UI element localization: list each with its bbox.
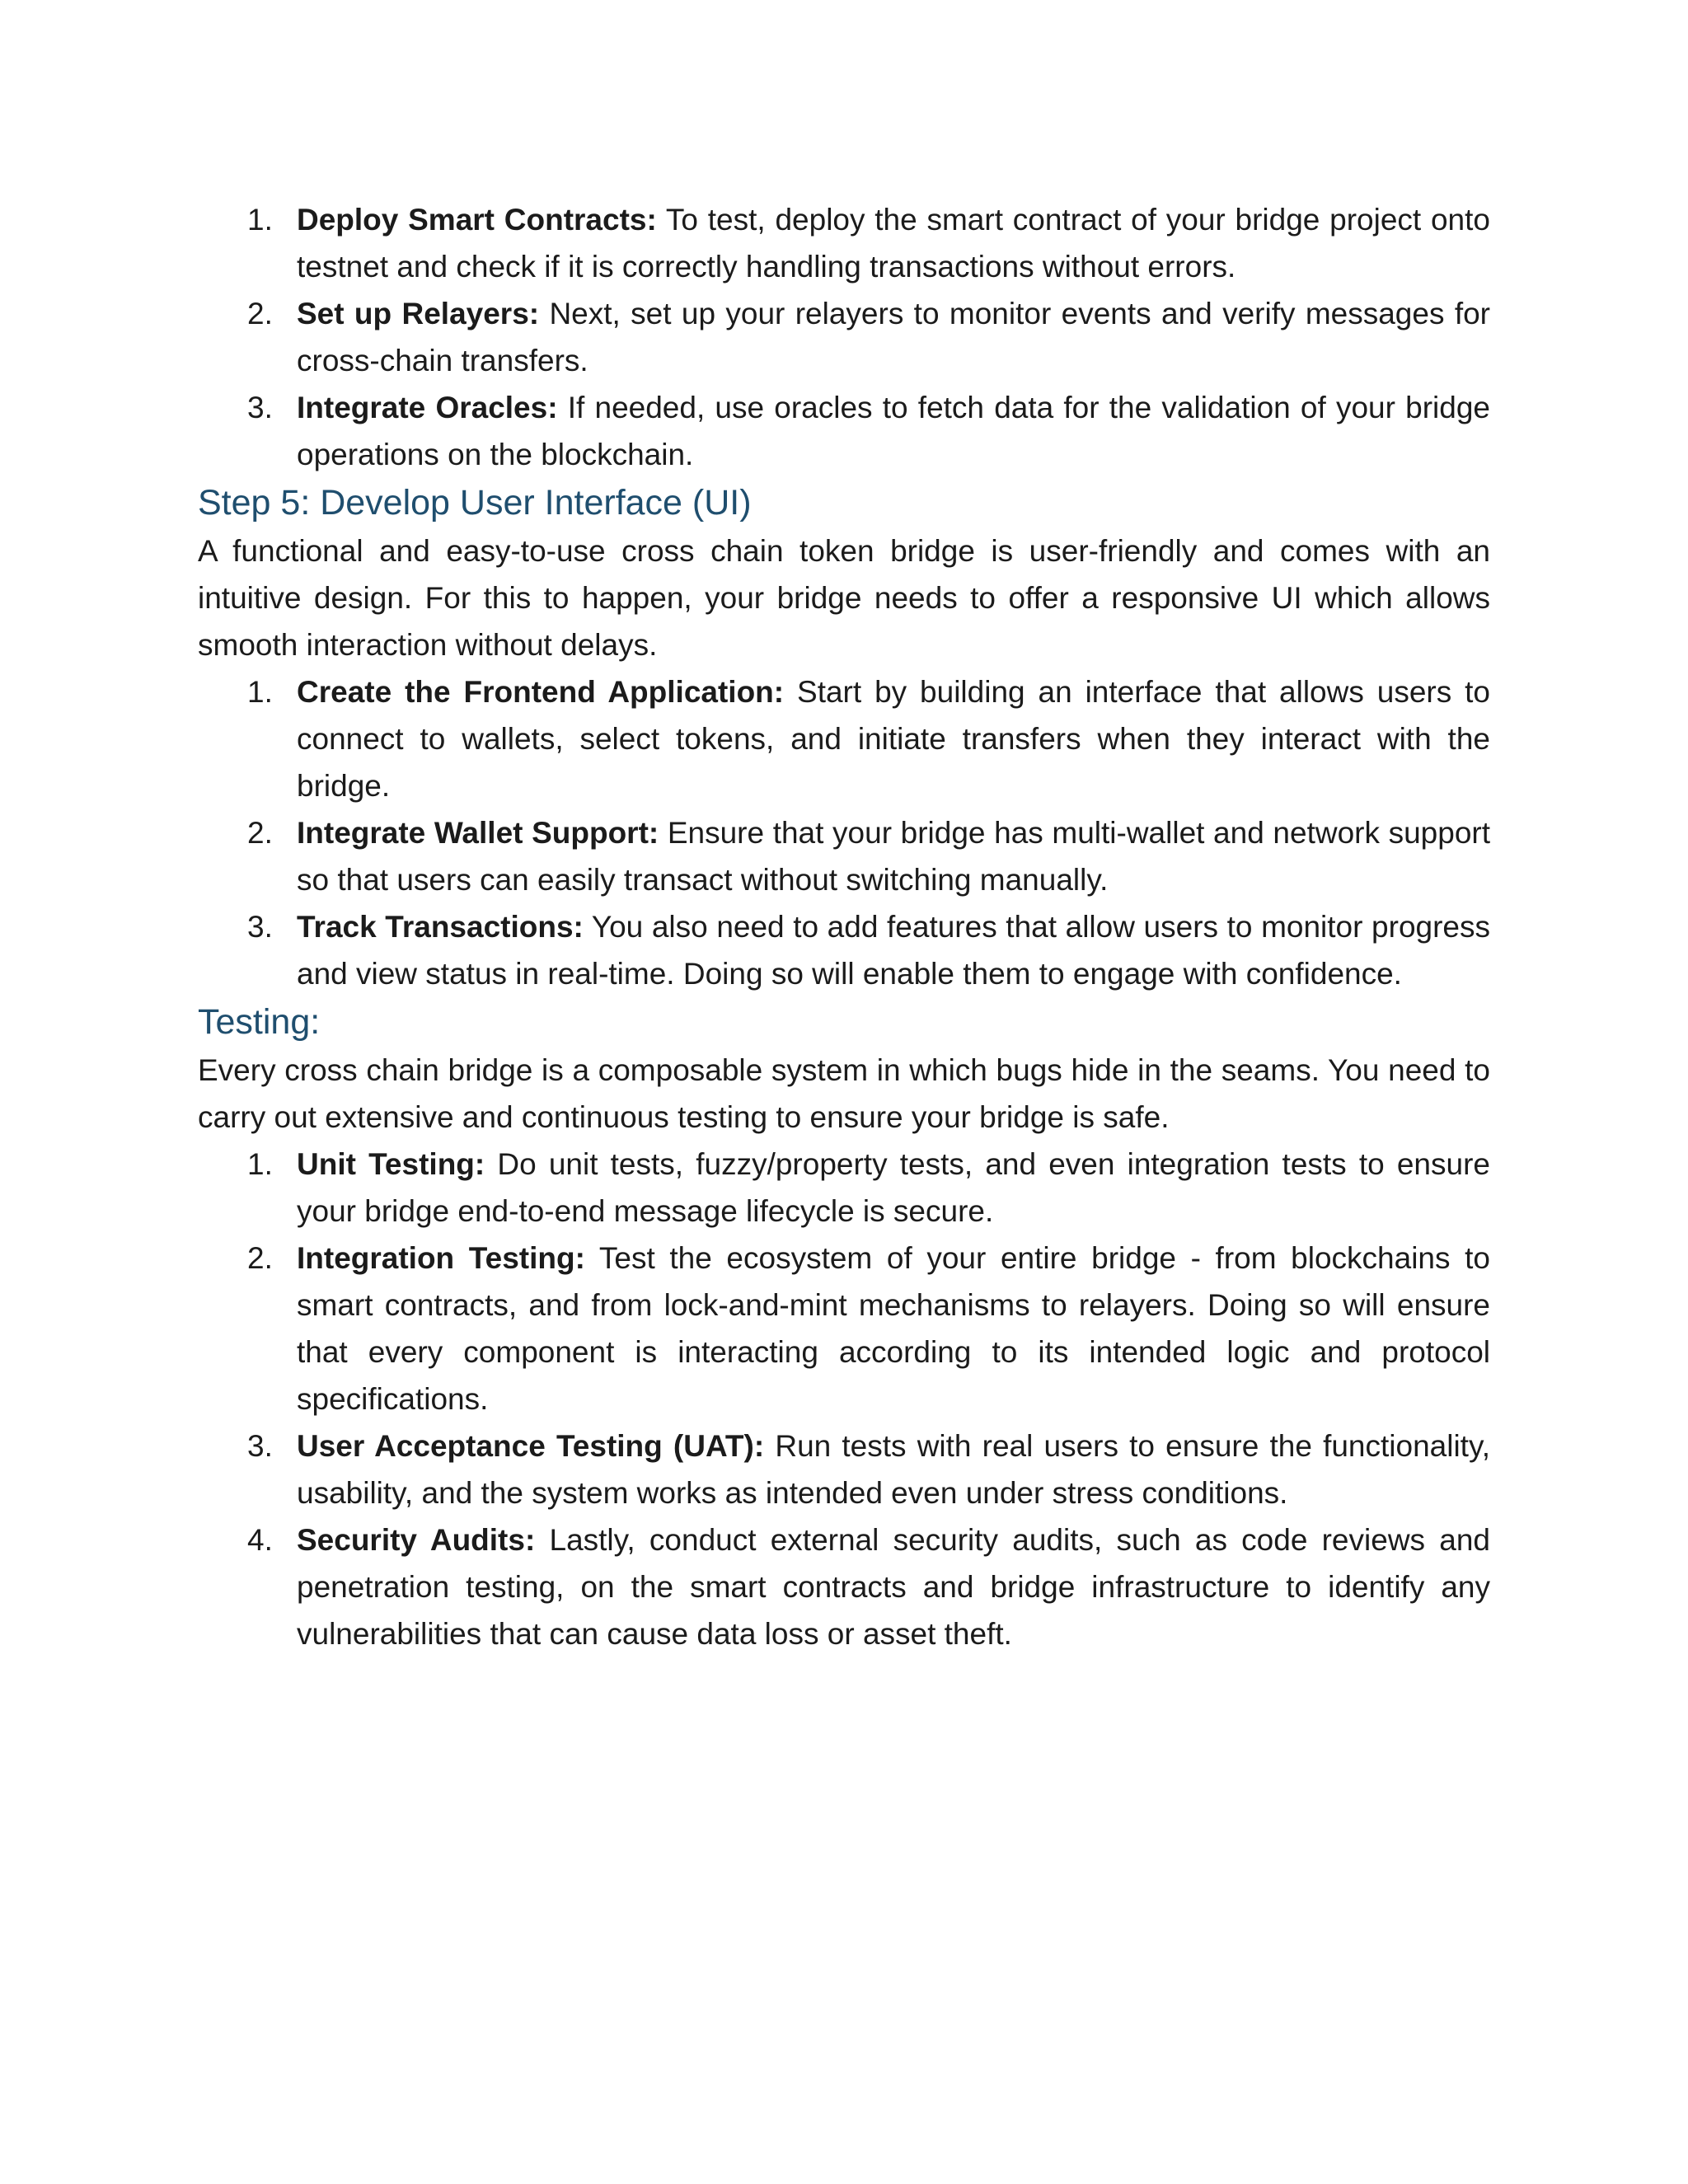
list-item-title: Unit Testing: xyxy=(297,1147,485,1181)
ui-steps-list xyxy=(198,668,1490,997)
list-item-text: Run tests with real users to ensure the functionality, usability, and the system works as intended even under stress conditions. xyxy=(297,1429,1490,1510)
list-item-text: Do unit tests, fuzzy/property tests, and even integration tests to ensure your bridge end-to-end message lifecycle is secure. xyxy=(297,1147,1490,1228)
step5-paragraph: A functional and easy-to-use cross chain token bridge is user-friendly and comes with an intuitive design. For this to happen, your bridge needs to offer a responsive UI which allows smooth interaction without delays. xyxy=(198,534,1490,662)
list-item xyxy=(198,1422,1490,1516)
list-number: 3. xyxy=(247,1429,273,1463)
testing-steps-list xyxy=(198,1141,1490,1657)
list-item-text: Test the ecosystem of your entire bridge - from blockchains to smart contracts, and from lock-and-mint mechanisms to relayers. Doing so will ensure that every component is interacting according to its intended logic and protocol specifications. xyxy=(297,1241,1490,1416)
list-item-title: Integrate Oracles: xyxy=(297,391,558,424)
list-item-title: Integrate Wallet Support: xyxy=(297,816,659,850)
document-page xyxy=(198,196,1490,1657)
list-item xyxy=(198,1516,1490,1657)
list-item xyxy=(198,1141,1490,1235)
list-item-text: Ensure that your bridge has multi-wallet and network support so that users can easily transact without switching manually. xyxy=(297,816,1490,897)
list-item-text: Lastly, conduct external security audits, such as code reviews and penetration testing, on the smart contracts and bridge infrastructure to identify any vulnerabilities that can cause data loss or asset theft. xyxy=(297,1523,1490,1651)
list-item-title: Create the Frontend Application: xyxy=(297,675,785,709)
list-item xyxy=(198,196,1490,290)
list-item xyxy=(198,1235,1490,1422)
list-item-title: Security Audits: xyxy=(297,1523,536,1557)
list-item xyxy=(198,668,1490,809)
list-number: 4. xyxy=(247,1523,273,1557)
list-number: 2. xyxy=(247,297,273,330)
list-item-text: Start by building an interface that allows users to connect to wallets, select tokens, and initiate transfers when they interact with the bridge. xyxy=(297,675,1490,803)
list-number: 2. xyxy=(247,1241,273,1275)
list-number: 1. xyxy=(247,203,273,237)
list-item-title: User Acceptance Testing (UAT): xyxy=(297,1429,765,1463)
list-number: 2. xyxy=(247,816,273,850)
list-item xyxy=(198,290,1490,384)
list-item-title: Deploy Smart Contracts: xyxy=(297,203,657,237)
list-item xyxy=(198,809,1490,903)
list-item-text: You also need to add features that allow users to monitor progress and view status in real-time. Doing so will enable them to engage with confidence. xyxy=(297,910,1490,991)
list-number: 3. xyxy=(247,910,273,944)
list-item-text: Next, set up your relayers to monitor events and verify messages for cross-chain transfers. xyxy=(297,297,1490,377)
testing-heading: Testing: xyxy=(198,1002,321,1042)
list-number: 3. xyxy=(247,391,273,424)
step5-heading: Step 5: Develop User Interface (UI) xyxy=(198,483,752,523)
list-item-text: To test, deploy the smart contract of your bridge project onto testnet and check if it is correctly handling transactions without errors. xyxy=(297,203,1490,284)
list-number: 1. xyxy=(247,675,273,709)
list-item-title: Track Transactions: xyxy=(297,910,584,944)
list-item xyxy=(198,903,1490,997)
deployment-steps-list xyxy=(198,196,1490,478)
list-item-text: If needed, use oracles to fetch data for the validation of your bridge operations on the blockchain. xyxy=(297,391,1490,471)
list-item-title: Set up Relayers: xyxy=(297,297,540,330)
testing-paragraph: Every cross chain bridge is a composable system in which bugs hide in the seams. You need to carry out extensive and continuous testing to ensure your bridge is safe. xyxy=(198,1053,1490,1134)
list-item xyxy=(198,384,1490,478)
list-number: 1. xyxy=(247,1147,273,1181)
list-item-title: Integration Testing: xyxy=(297,1241,585,1275)
